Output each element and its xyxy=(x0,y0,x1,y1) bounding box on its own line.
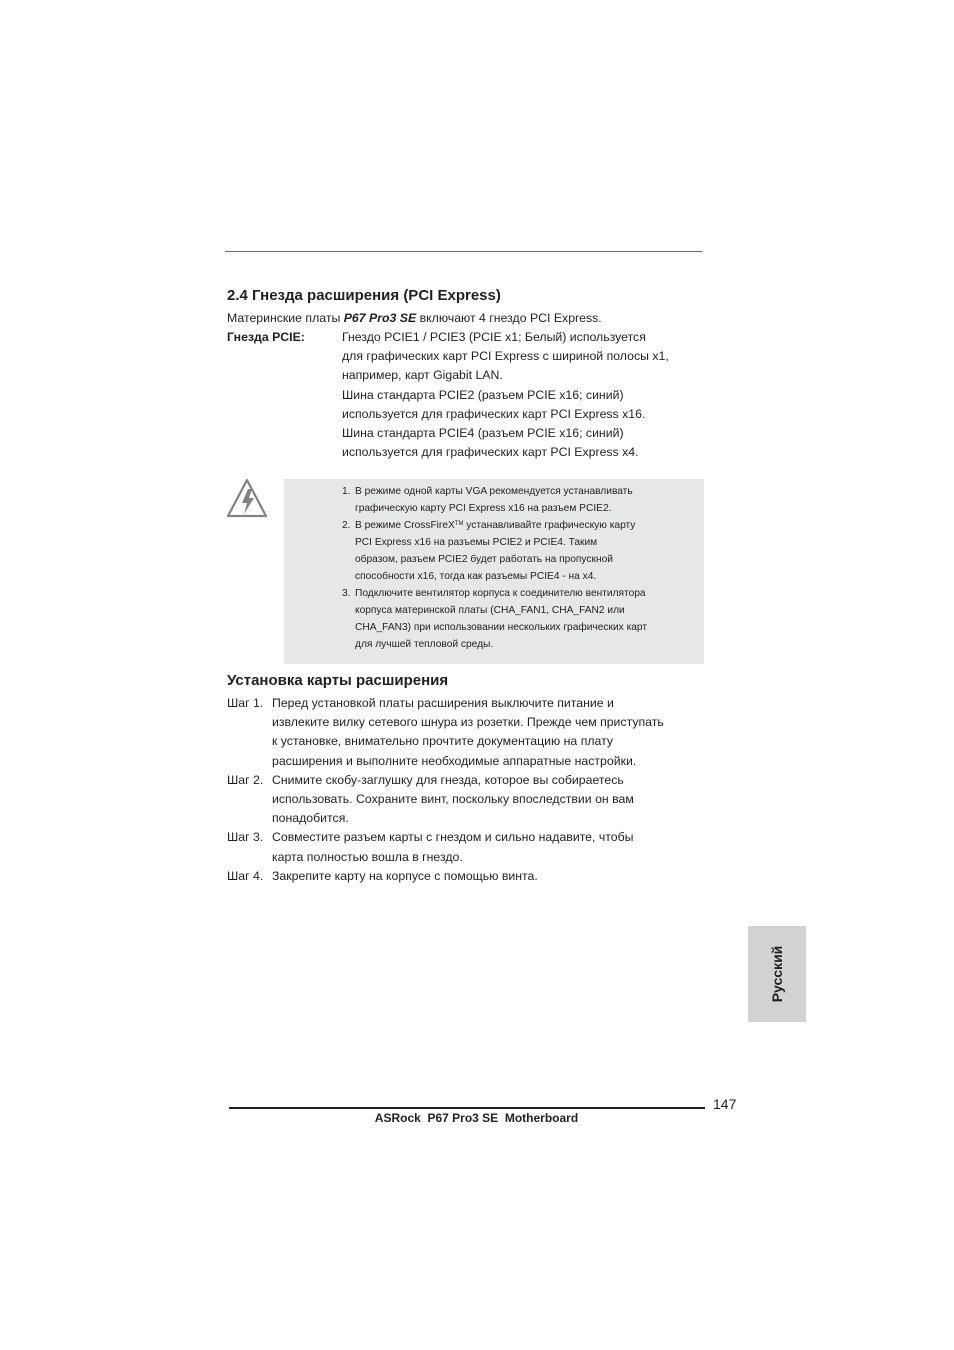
note-line: PCI Express x16 на разъемы PCIE2 и PCIE4. Таким xyxy=(355,537,598,548)
language-label: Русский xyxy=(769,945,785,1003)
step-item xyxy=(227,867,664,886)
step-line: понадобится. xyxy=(272,811,349,826)
note-number: 3. xyxy=(342,588,351,599)
step-line: извлеките вилку сетевого шнура из розетки. Прежде чем приступать xyxy=(272,715,664,730)
note-text: устанавливайте графическую карту xyxy=(463,520,636,531)
note-item xyxy=(342,517,647,585)
pcie-line: используется для графических карт PCI Express x16. xyxy=(342,406,646,421)
step-line: Закрепите карту на корпусе с помощью винта. xyxy=(272,868,538,883)
page-number: 147 xyxy=(713,1096,737,1112)
note-line: CHA_FAN3) при использовании нескольких графических карт xyxy=(355,622,648,633)
note-line: для лучшей тепловой среды. xyxy=(355,639,494,650)
top-divider xyxy=(225,251,702,252)
step-item xyxy=(227,828,664,866)
intro-prefix: Материнские платы xyxy=(227,311,344,325)
note-item xyxy=(342,483,647,517)
pcie-line: например, карт Gigabit LAN. xyxy=(342,368,503,383)
section-title: 2.4 Гнезда расширения (PCI Express) xyxy=(227,287,501,304)
pcie-line: для графических карт PCI Express с шириной полосы x1, xyxy=(342,349,669,364)
pcie-description xyxy=(342,328,669,462)
note-line: В режиме одной карты VGA рекомендуется устанавливать xyxy=(355,486,633,497)
step-label: Шаг 1. xyxy=(227,696,264,710)
step-line: карта полностью вошла в гнездо. xyxy=(272,849,463,864)
note-line: образом, разъем PCIE2 будет работать на пропускной xyxy=(355,554,613,565)
step-line: Снимите скобу-заглушку для гнезда, которое вы собираетесь xyxy=(272,772,624,787)
step-line: Перед установкой платы расширения выключите питание и xyxy=(272,696,614,710)
install-title: Установка карты расширения xyxy=(227,672,449,689)
language-tab xyxy=(748,926,806,1022)
note-line: способности x16, тогда как разъемы PCIE4 - на x4. xyxy=(355,571,597,582)
pcie-line: Шина стандарта PCIE4 (разъем PCIE x16; синий) xyxy=(342,425,624,440)
pcie-line: Гнездо PCIE1 / PCIE3 (PCIE x1; Белый) используется xyxy=(342,330,646,344)
step-line: к установке, внимательно прочтите документацию на плату xyxy=(272,734,614,749)
bottom-divider xyxy=(229,1107,705,1109)
notes-list xyxy=(342,483,647,653)
note-text: В режиме CrossFireX xyxy=(355,520,455,531)
step-label: Шаг 3. xyxy=(227,830,264,845)
warning-icon xyxy=(226,478,268,518)
note-number: 1. xyxy=(342,486,351,497)
intro-suffix: включают 4 гнездо PCI Express. xyxy=(416,311,602,325)
note-line xyxy=(355,517,647,534)
step-item xyxy=(227,771,664,829)
pcie-line: используется для графических карт PCI Express x4. xyxy=(342,445,639,460)
note-line: графическую карту PCI Express x16 на разъем PCIE2. xyxy=(355,503,612,514)
step-item xyxy=(227,694,664,771)
pcie-line: Шина стандарта PCIE2 (разъем PCIE x16; синий) xyxy=(342,387,624,402)
intro-paragraph xyxy=(227,309,602,328)
step-line: Совместите разъем карты с гнездом и сильно надавите, чтобы xyxy=(272,830,634,845)
note-number: 2. xyxy=(342,520,351,531)
trademark: TM xyxy=(454,521,464,527)
step-line: расширения и выполните необходимые аппаратные настройки. xyxy=(272,753,637,768)
install-steps xyxy=(227,694,664,886)
note-line: Подключите вентилятор корпуса к соединителю вентилятора xyxy=(355,588,646,599)
pcie-label: Гнезда PCIE: xyxy=(227,330,305,344)
step-line: использовать. Сохраните винт, поскольку впоследствии он вам xyxy=(272,792,634,807)
model-name: P67 Pro3 SE xyxy=(343,311,417,325)
footer-text: ASRock P67 Pro3 SE Motherboard xyxy=(374,1111,579,1125)
step-label: Шаг 2. xyxy=(227,772,264,787)
note-line: корпуса материнской платы (CHA_FAN1, CHA_FAN2 или xyxy=(355,605,625,616)
note-item xyxy=(342,585,647,653)
step-label: Шаг 4. xyxy=(227,868,264,883)
